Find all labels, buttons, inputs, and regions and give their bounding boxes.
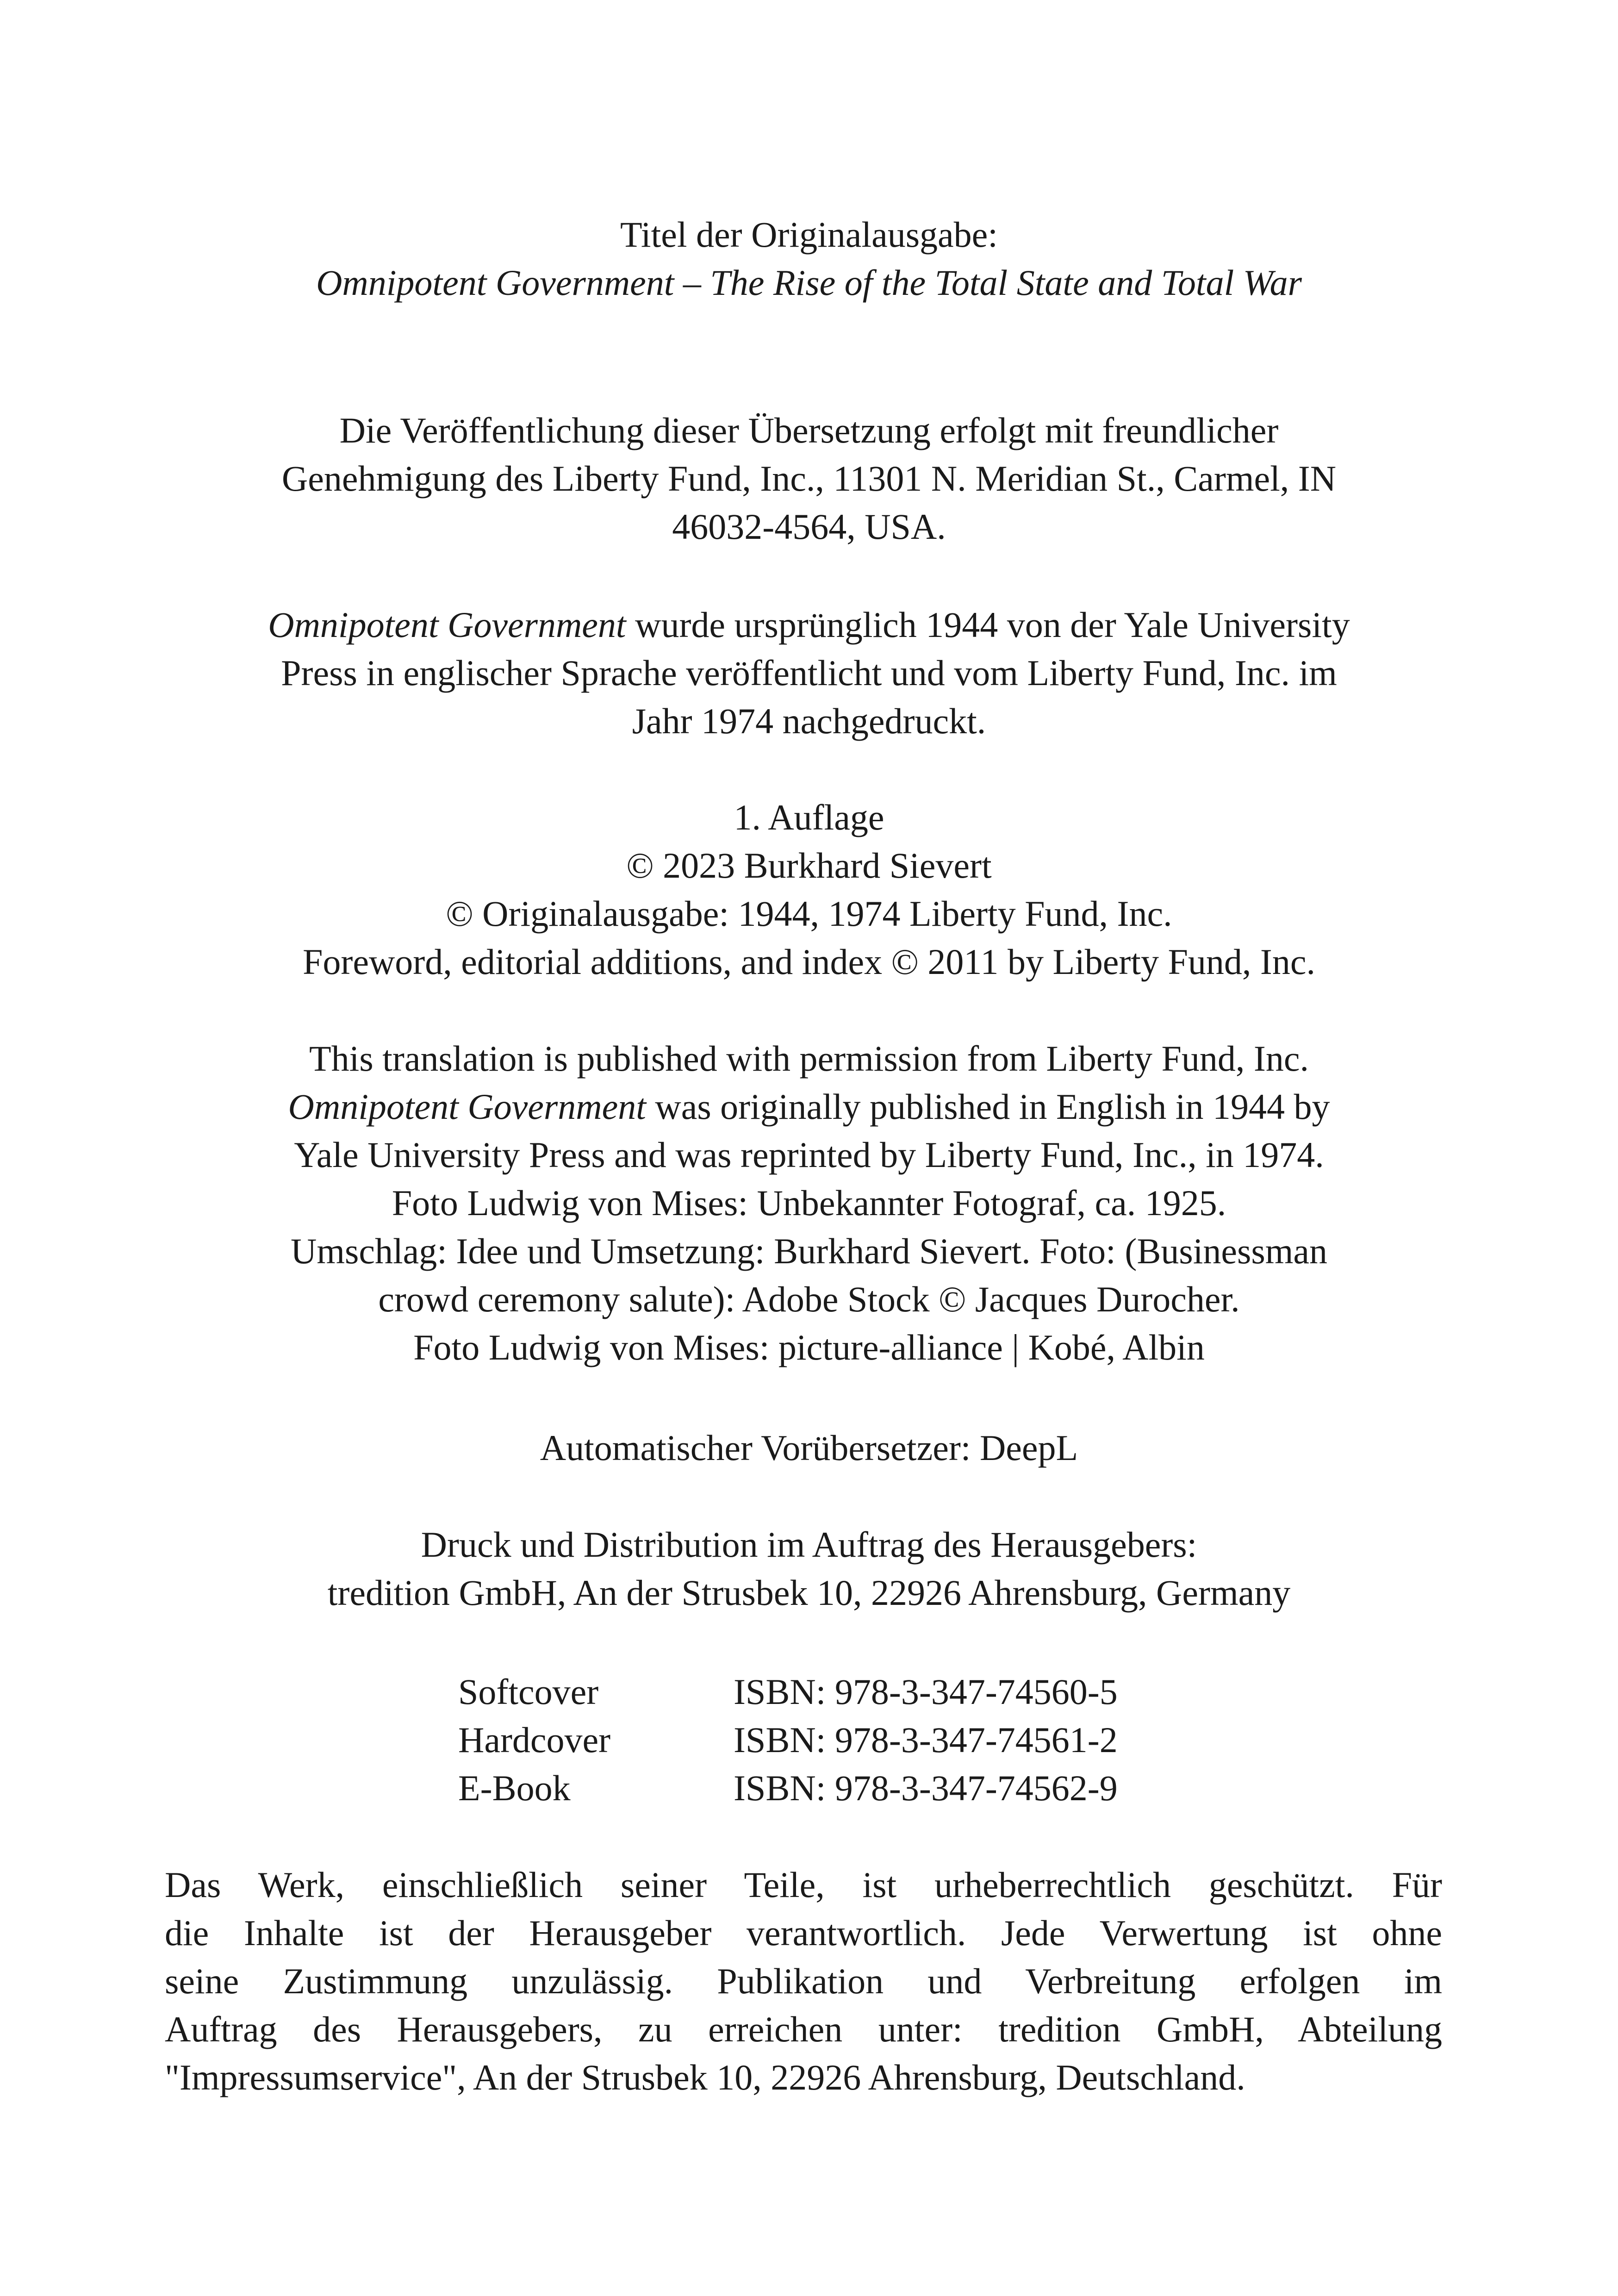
cover-credit: Umschlag: Idee und Umsetzung: Burkhard Sievert. Foto: (Businessman [291, 1231, 1327, 1271]
photo-credit: Foto Ludwig von Mises: Unbekannter Fotograf, ca. 1925. [392, 1183, 1226, 1223]
original-title-label: Titel der Originalausgabe: [620, 214, 998, 255]
legal-line: die Inhalte ist der Herausgeber verantwortlich. Jede Verwertung ist ohne [165, 1913, 1442, 1953]
isbn-format: Hardcover [458, 1720, 611, 1760]
original-publication-line: Press in englischer Sprache veröffentlicht und vom Liberty Fund, Inc. im [281, 653, 1337, 693]
printing-line: tredition GmbH, An der Strusbek 10, 22926 Ahrensburg, Germany [327, 1572, 1291, 1613]
edition-block [157, 793, 1461, 986]
edition-number: 1. Auflage [734, 797, 884, 837]
original-title-block [157, 211, 1461, 307]
legal-notice [165, 1861, 1442, 2102]
english-notice-text: was originally published in English in 1944 by [646, 1086, 1330, 1127]
copyright-line: © Originalausgabe: 1944, 1974 Liberty Fund, Inc. [446, 893, 1172, 934]
legal-line: seine Zustimmung unzulässig. Publikation und Verbreitung erfolgen im [165, 1961, 1442, 2001]
english-notice-line: Yale University Press and was reprinted by Liberty Fund, Inc., in 1974. [294, 1135, 1324, 1175]
isbn-format: Softcover [458, 1672, 599, 1712]
original-publication-text: wurde ursprünglich 1944 von der Yale University [626, 605, 1350, 645]
book-title: Omnipotent Government [288, 1086, 646, 1127]
permission-line: Genehmigung des Liberty Fund, Inc., 11301 N. Meridian St., Carmel, IN [281, 458, 1337, 499]
original-title: Omnipotent Government – The Rise of the Total State and Total War [316, 262, 1302, 303]
copyright-line: Foreword, editorial additions, and index © 2011 by Liberty Fund, Inc. [303, 942, 1315, 982]
permission-line: Die Veröffentlichung dieser Übersetzung erfolgt mit freundlicher [339, 410, 1279, 450]
translator-line: Automatischer Vorübersetzer: DeepL [540, 1428, 1078, 1468]
isbn-number: ISBN: 978-3-347-74560-5 [734, 1672, 1118, 1712]
copyright-line: © 2023 Burkhard Sievert [626, 845, 992, 886]
isbn-number: ISBN: 978-3-347-74561-2 [734, 1720, 1118, 1760]
isbn-number: ISBN: 978-3-347-74562-9 [734, 1768, 1118, 1808]
translator-block [157, 1424, 1461, 1472]
legal-line: "Impressumservice", An der Strusbek 10, 22926 Ahrensburg, Deutschland. [165, 2057, 1245, 2097]
english-notice-line [157, 1083, 1461, 1131]
isbn-row [458, 1716, 1118, 1764]
printing-block [157, 1521, 1461, 1617]
printing-line: Druck und Distribution im Auftrag des Herausgebers: [421, 1524, 1197, 1565]
legal-line: Das Werk, einschließlich seiner Teile, ist urheberrechtlich geschützt. Für [165, 1865, 1442, 1905]
permission-line: 46032-4564, USA. [672, 506, 946, 547]
isbn-format: E-Book [458, 1768, 571, 1808]
isbn-row [458, 1668, 1118, 1716]
cover-credit: crowd ceremony salute): Adobe Stock © Jacques Durocher. [378, 1279, 1240, 1319]
english-notice-block [157, 1035, 1461, 1372]
permission-block [157, 406, 1461, 551]
isbn-row [458, 1764, 1118, 1812]
isbn-table [458, 1668, 1118, 1812]
book-title: Omnipotent Government [268, 605, 626, 645]
photo-credit: Foto Ludwig von Mises: picture-alliance | Kobé, Albin [413, 1327, 1205, 1367]
original-publication-line: Jahr 1974 nachgedruckt. [632, 701, 986, 741]
legal-line: Auftrag des Herausgebers, zu erreichen unter: tredition GmbH, Abteilung [165, 2009, 1442, 2049]
original-publication-block [157, 601, 1461, 745]
english-notice-line: This translation is published with permission from Liberty Fund, Inc. [309, 1038, 1309, 1079]
original-publication-line [157, 601, 1461, 649]
